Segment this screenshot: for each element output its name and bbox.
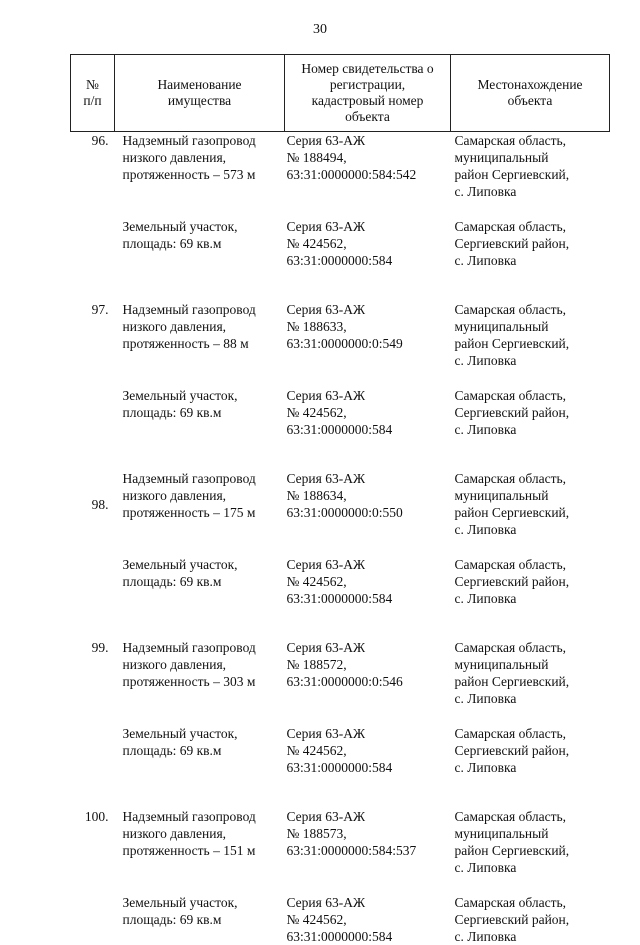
pipeline-name-line: Надземный газопровод (123, 132, 282, 149)
pipeline-location-line: с. Липовка (455, 859, 607, 876)
pipeline-location-line: Самарская область, (455, 132, 607, 149)
pipeline-name-line: низкого давления, (123, 656, 282, 673)
header-cert-line: кадастровый номер (288, 93, 447, 109)
pipeline-location (451, 808, 610, 876)
land-name-line: площадь: 69 кв.м (123, 235, 282, 252)
pipeline-certificate-line: Серия 63-АЖ (287, 132, 448, 149)
land-location-line: Сергиевский район, (455, 573, 607, 590)
land-name (115, 894, 285, 945)
land-name (115, 725, 285, 776)
land-location (451, 218, 610, 269)
table-row-land (71, 387, 610, 438)
header-cert-line: регистрации, (288, 77, 447, 93)
row-number-empty (71, 894, 115, 945)
pipeline-certificate-line: Серия 63-АЖ (287, 470, 448, 487)
land-location-line: с. Липовка (455, 252, 607, 269)
row-number-empty (71, 387, 115, 438)
pipeline-location-line: с. Липовка (455, 183, 607, 200)
land-name-line: площадь: 69 кв.м (123, 404, 282, 421)
row-number: 96. (71, 132, 115, 201)
pipeline-location-line: муниципальный (455, 825, 607, 842)
pipeline-location (451, 639, 610, 707)
land-name (115, 556, 285, 607)
land-certificate-line: № 424562, (287, 911, 448, 928)
land-name-line: площадь: 69 кв.м (123, 911, 282, 928)
pipeline-name-line: низкого давления, (123, 318, 282, 335)
row-spacer (71, 776, 610, 808)
land-certificate-line: 63:31:0000000:584 (287, 759, 448, 776)
land-location-line: с. Липовка (455, 421, 607, 438)
pipeline-certificate-line: № 188573, (287, 825, 448, 842)
pipeline-location-line: муниципальный (455, 149, 607, 166)
pipeline-certificate (285, 639, 451, 707)
land-certificate-line: 63:31:0000000:584 (287, 252, 448, 269)
row-number-empty (71, 556, 115, 607)
land-certificate (285, 725, 451, 776)
header-number (71, 55, 115, 132)
row-spacer (71, 438, 610, 470)
land-location-line: Сергиевский район, (455, 742, 607, 759)
pipeline-certificate (285, 132, 451, 201)
pipeline-name-line: низкого давления, (123, 149, 282, 166)
row-spacer (71, 707, 610, 725)
pipeline-name (115, 639, 285, 707)
land-certificate-line: Серия 63-АЖ (287, 894, 448, 911)
row-spacer (71, 876, 610, 894)
pipeline-location (451, 470, 610, 538)
land-certificate-line: № 424562, (287, 742, 448, 759)
land-location-line: Самарская область, (455, 894, 607, 911)
row-number: 97. (71, 301, 115, 369)
land-certificate-line: № 424562, (287, 235, 448, 252)
header-location-line: Местонахождение (454, 77, 606, 93)
row-number-empty (71, 218, 115, 269)
land-location (451, 894, 610, 945)
pipeline-location-line: Самарская область, (455, 808, 607, 825)
pipeline-location-line: район Сергиевский, (455, 673, 607, 690)
land-certificate-line: Серия 63-АЖ (287, 556, 448, 573)
land-certificate (285, 894, 451, 945)
pipeline-location-line: район Сергиевский, (455, 335, 607, 352)
pipeline-certificate-line: № 188634, (287, 487, 448, 504)
row-number: 100. (71, 808, 115, 876)
land-name-line: Земельный участок, (123, 556, 282, 573)
land-location-line: Самарская область, (455, 218, 607, 235)
pipeline-location-line: муниципальный (455, 487, 607, 504)
land-certificate-line: № 424562, (287, 573, 448, 590)
pipeline-location-line: муниципальный (455, 318, 607, 335)
pipeline-name (115, 301, 285, 369)
row-spacer (71, 607, 610, 639)
pipeline-location-line: район Сергиевский, (455, 166, 607, 183)
pipeline-certificate-line: Серия 63-АЖ (287, 639, 448, 656)
pipeline-certificate-line: 63:31:0000000:584:537 (287, 842, 448, 859)
pipeline-certificate-line: 63:31:0000000:0:549 (287, 335, 448, 352)
land-name-line: Земельный участок, (123, 218, 282, 235)
land-name (115, 387, 285, 438)
pipeline-name-line: протяженность – 88 м (123, 335, 282, 352)
land-location-line: Сергиевский район, (455, 911, 607, 928)
table-body (71, 132, 610, 945)
table-row-pipeline (71, 132, 610, 201)
pipeline-name-line: протяженность – 303 м (123, 673, 282, 690)
land-location (451, 387, 610, 438)
table-header (71, 55, 610, 132)
land-location-line: Самарская область, (455, 556, 607, 573)
header-property-name (115, 55, 285, 132)
land-name-line: Земельный участок, (123, 387, 282, 404)
land-location-line: Самарская область, (455, 725, 607, 742)
land-certificate (285, 218, 451, 269)
pipeline-certificate-line: № 188494, (287, 149, 448, 166)
land-certificate-line: Серия 63-АЖ (287, 387, 448, 404)
pipeline-name-line: Надземный газопровод (123, 301, 282, 318)
header-name-line: Наименование (118, 77, 281, 93)
pipeline-name (115, 470, 285, 538)
pipeline-certificate-line: 63:31:0000000:584:542 (287, 166, 448, 183)
row-number-empty (71, 725, 115, 776)
pipeline-location-line: Самарская область, (455, 639, 607, 656)
land-location-line: с. Липовка (455, 759, 607, 776)
land-location-line: с. Липовка (455, 590, 607, 607)
pipeline-location-line: Самарская область, (455, 470, 607, 487)
header-certificate (285, 55, 451, 132)
table-row-land (71, 725, 610, 776)
pipeline-location-line: район Сергиевский, (455, 842, 607, 859)
pipeline-location (451, 301, 610, 369)
pipeline-name-line: протяженность – 175 м (123, 504, 282, 521)
row-spacer (71, 200, 610, 218)
table-row-pipeline (71, 470, 610, 538)
table-row-pipeline (71, 301, 610, 369)
pipeline-name-line: Надземный газопровод (123, 470, 282, 487)
pipeline-certificate-line: № 188572, (287, 656, 448, 673)
table-row-land (71, 556, 610, 607)
header-number-line: п/п (74, 93, 111, 109)
pipeline-location-line: район Сергиевский, (455, 504, 607, 521)
land-name (115, 218, 285, 269)
pipeline-certificate (285, 301, 451, 369)
header-cert-line: объекта (288, 109, 447, 125)
land-certificate (285, 556, 451, 607)
pipeline-location-line: муниципальный (455, 656, 607, 673)
header-name-line: имущества (118, 93, 281, 109)
pipeline-location (451, 132, 610, 201)
row-spacer (71, 538, 610, 556)
table-row-land (71, 218, 610, 269)
pipeline-name-line: низкого давления, (123, 825, 282, 842)
pipeline-certificate (285, 470, 451, 538)
pipeline-name-line: низкого давления, (123, 487, 282, 504)
property-registry-table (70, 54, 610, 945)
pipeline-location-line: Самарская область, (455, 301, 607, 318)
land-name-line: Земельный участок, (123, 725, 282, 742)
land-name-line: Земельный участок, (123, 894, 282, 911)
land-certificate-line: 63:31:0000000:584 (287, 590, 448, 607)
pipeline-certificate-line: № 188633, (287, 318, 448, 335)
pipeline-location-line: с. Липовка (455, 352, 607, 369)
land-name-line: площадь: 69 кв.м (123, 573, 282, 590)
land-location-line: Сергиевский район, (455, 235, 607, 252)
land-certificate-line: Серия 63-АЖ (287, 725, 448, 742)
pipeline-name (115, 808, 285, 876)
pipeline-name-line: Надземный газопровод (123, 639, 282, 656)
pipeline-name (115, 132, 285, 201)
land-location-line: Самарская область, (455, 387, 607, 404)
land-location-line: Сергиевский район, (455, 404, 607, 421)
table-row-pipeline (71, 808, 610, 876)
header-location (451, 55, 610, 132)
pipeline-location-line: с. Липовка (455, 521, 607, 538)
pipeline-name-line: Надземный газопровод (123, 808, 282, 825)
pipeline-certificate-line: Серия 63-АЖ (287, 808, 448, 825)
land-location (451, 556, 610, 607)
header-number-line: № (74, 77, 111, 93)
land-name-line: площадь: 69 кв.м (123, 742, 282, 759)
pipeline-name-line: протяженность – 151 м (123, 842, 282, 859)
table-row-land (71, 894, 610, 945)
land-certificate (285, 387, 451, 438)
land-certificate-line: № 424562, (287, 404, 448, 421)
page-number: 30 (0, 22, 640, 38)
land-certificate-line: Серия 63-АЖ (287, 218, 448, 235)
pipeline-certificate-line: Серия 63-АЖ (287, 301, 448, 318)
pipeline-certificate-line: 63:31:0000000:0:546 (287, 673, 448, 690)
row-number: 99. (71, 639, 115, 707)
land-location-line: с. Липовка (455, 928, 607, 945)
pipeline-name-line: протяженность – 573 м (123, 166, 282, 183)
land-certificate-line: 63:31:0000000:584 (287, 928, 448, 945)
pipeline-location-line: с. Липовка (455, 690, 607, 707)
pipeline-certificate (285, 808, 451, 876)
pipeline-certificate-line: 63:31:0000000:0:550 (287, 504, 448, 521)
header-location-line: объекта (454, 93, 606, 109)
row-spacer (71, 369, 610, 387)
land-certificate-line: 63:31:0000000:584 (287, 421, 448, 438)
land-location (451, 725, 610, 776)
header-cert-line: Номер свидетельства о (288, 61, 447, 77)
table-row-pipeline (71, 639, 610, 707)
row-number: 98. (71, 470, 115, 538)
row-spacer (71, 269, 610, 301)
